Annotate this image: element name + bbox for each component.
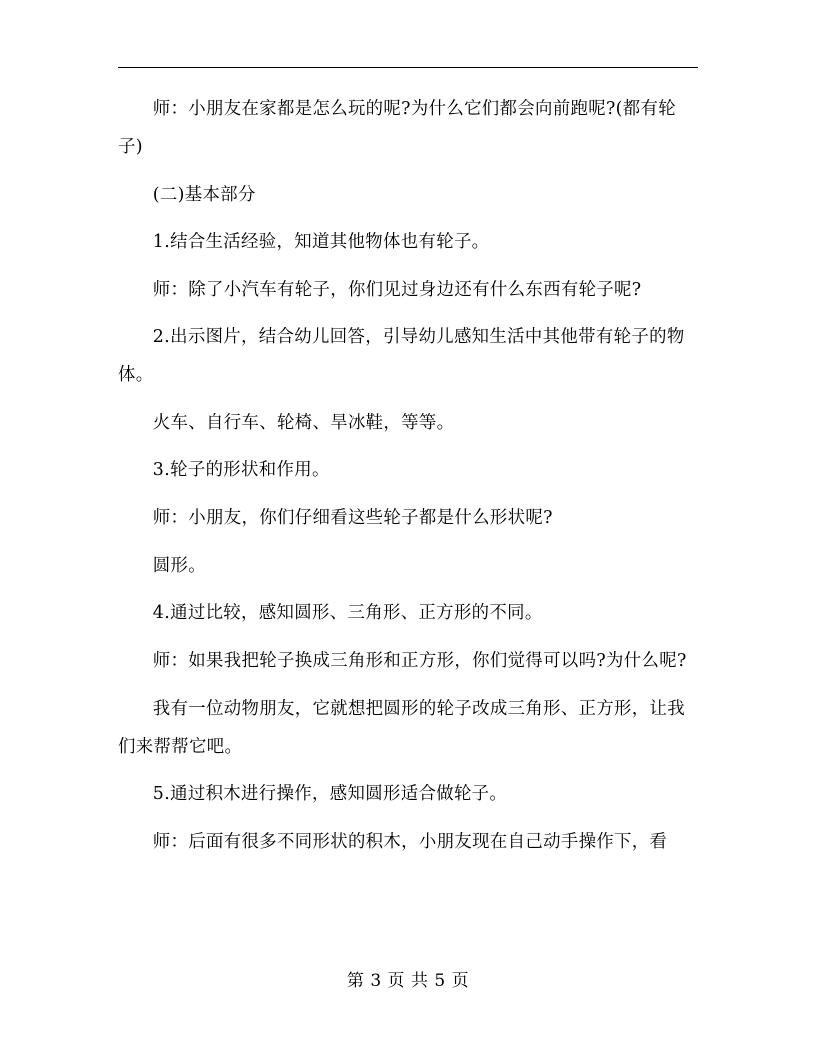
paragraph: 圆形。 (152, 556, 207, 576)
section-heading: (二)基本部分 (152, 185, 256, 205)
paragraph: 师：小朋友在家都是怎么玩的呢?为什么它们都会向前跑呢?(都有轮子) (118, 99, 677, 157)
paragraph: 我有一位动物朋友，它就想把圆形的轮子改成三角形、正方形，让我们来帮帮它吧。 (118, 699, 686, 757)
paragraph: 3.轮子的形状和作用。 (152, 460, 330, 480)
paragraph: 火车、自行车、轮椅、旱冰鞋，等等。 (152, 413, 455, 433)
header-rule (118, 67, 698, 68)
paragraph: 师：除了小汽车有轮子，你们见过身边还有什么东西有轮子呢? (152, 280, 642, 300)
paragraph: 4.通过比较，感知圆形、三角形、正方形的不同。 (152, 603, 543, 623)
paragraph: 师：小朋友，你们仔细看这些轮子都是什么形状呢? (152, 508, 553, 528)
paragraph: 5.通过积木进行操作，感知圆形适合做轮子。 (152, 784, 508, 804)
paragraph: 师：如果我把轮子换成三角形和正方形，你们觉得可以吗?为什么呢? (152, 651, 687, 671)
page-number: 第 3 页 共 5 页 (346, 971, 470, 991)
paragraph: 师：后面有很多不同形状的积木，小朋友现在自己动手操作下，看 (152, 832, 668, 852)
document-body (118, 90, 700, 861)
paragraph: 1.结合生活经验，知道其他物体也有轮子。 (152, 232, 490, 252)
page-footer (0, 966, 816, 991)
paragraph: 2.出示图片，结合幼儿回答，引导幼儿感知生活中其他带有轮子的物体。 (118, 327, 685, 385)
